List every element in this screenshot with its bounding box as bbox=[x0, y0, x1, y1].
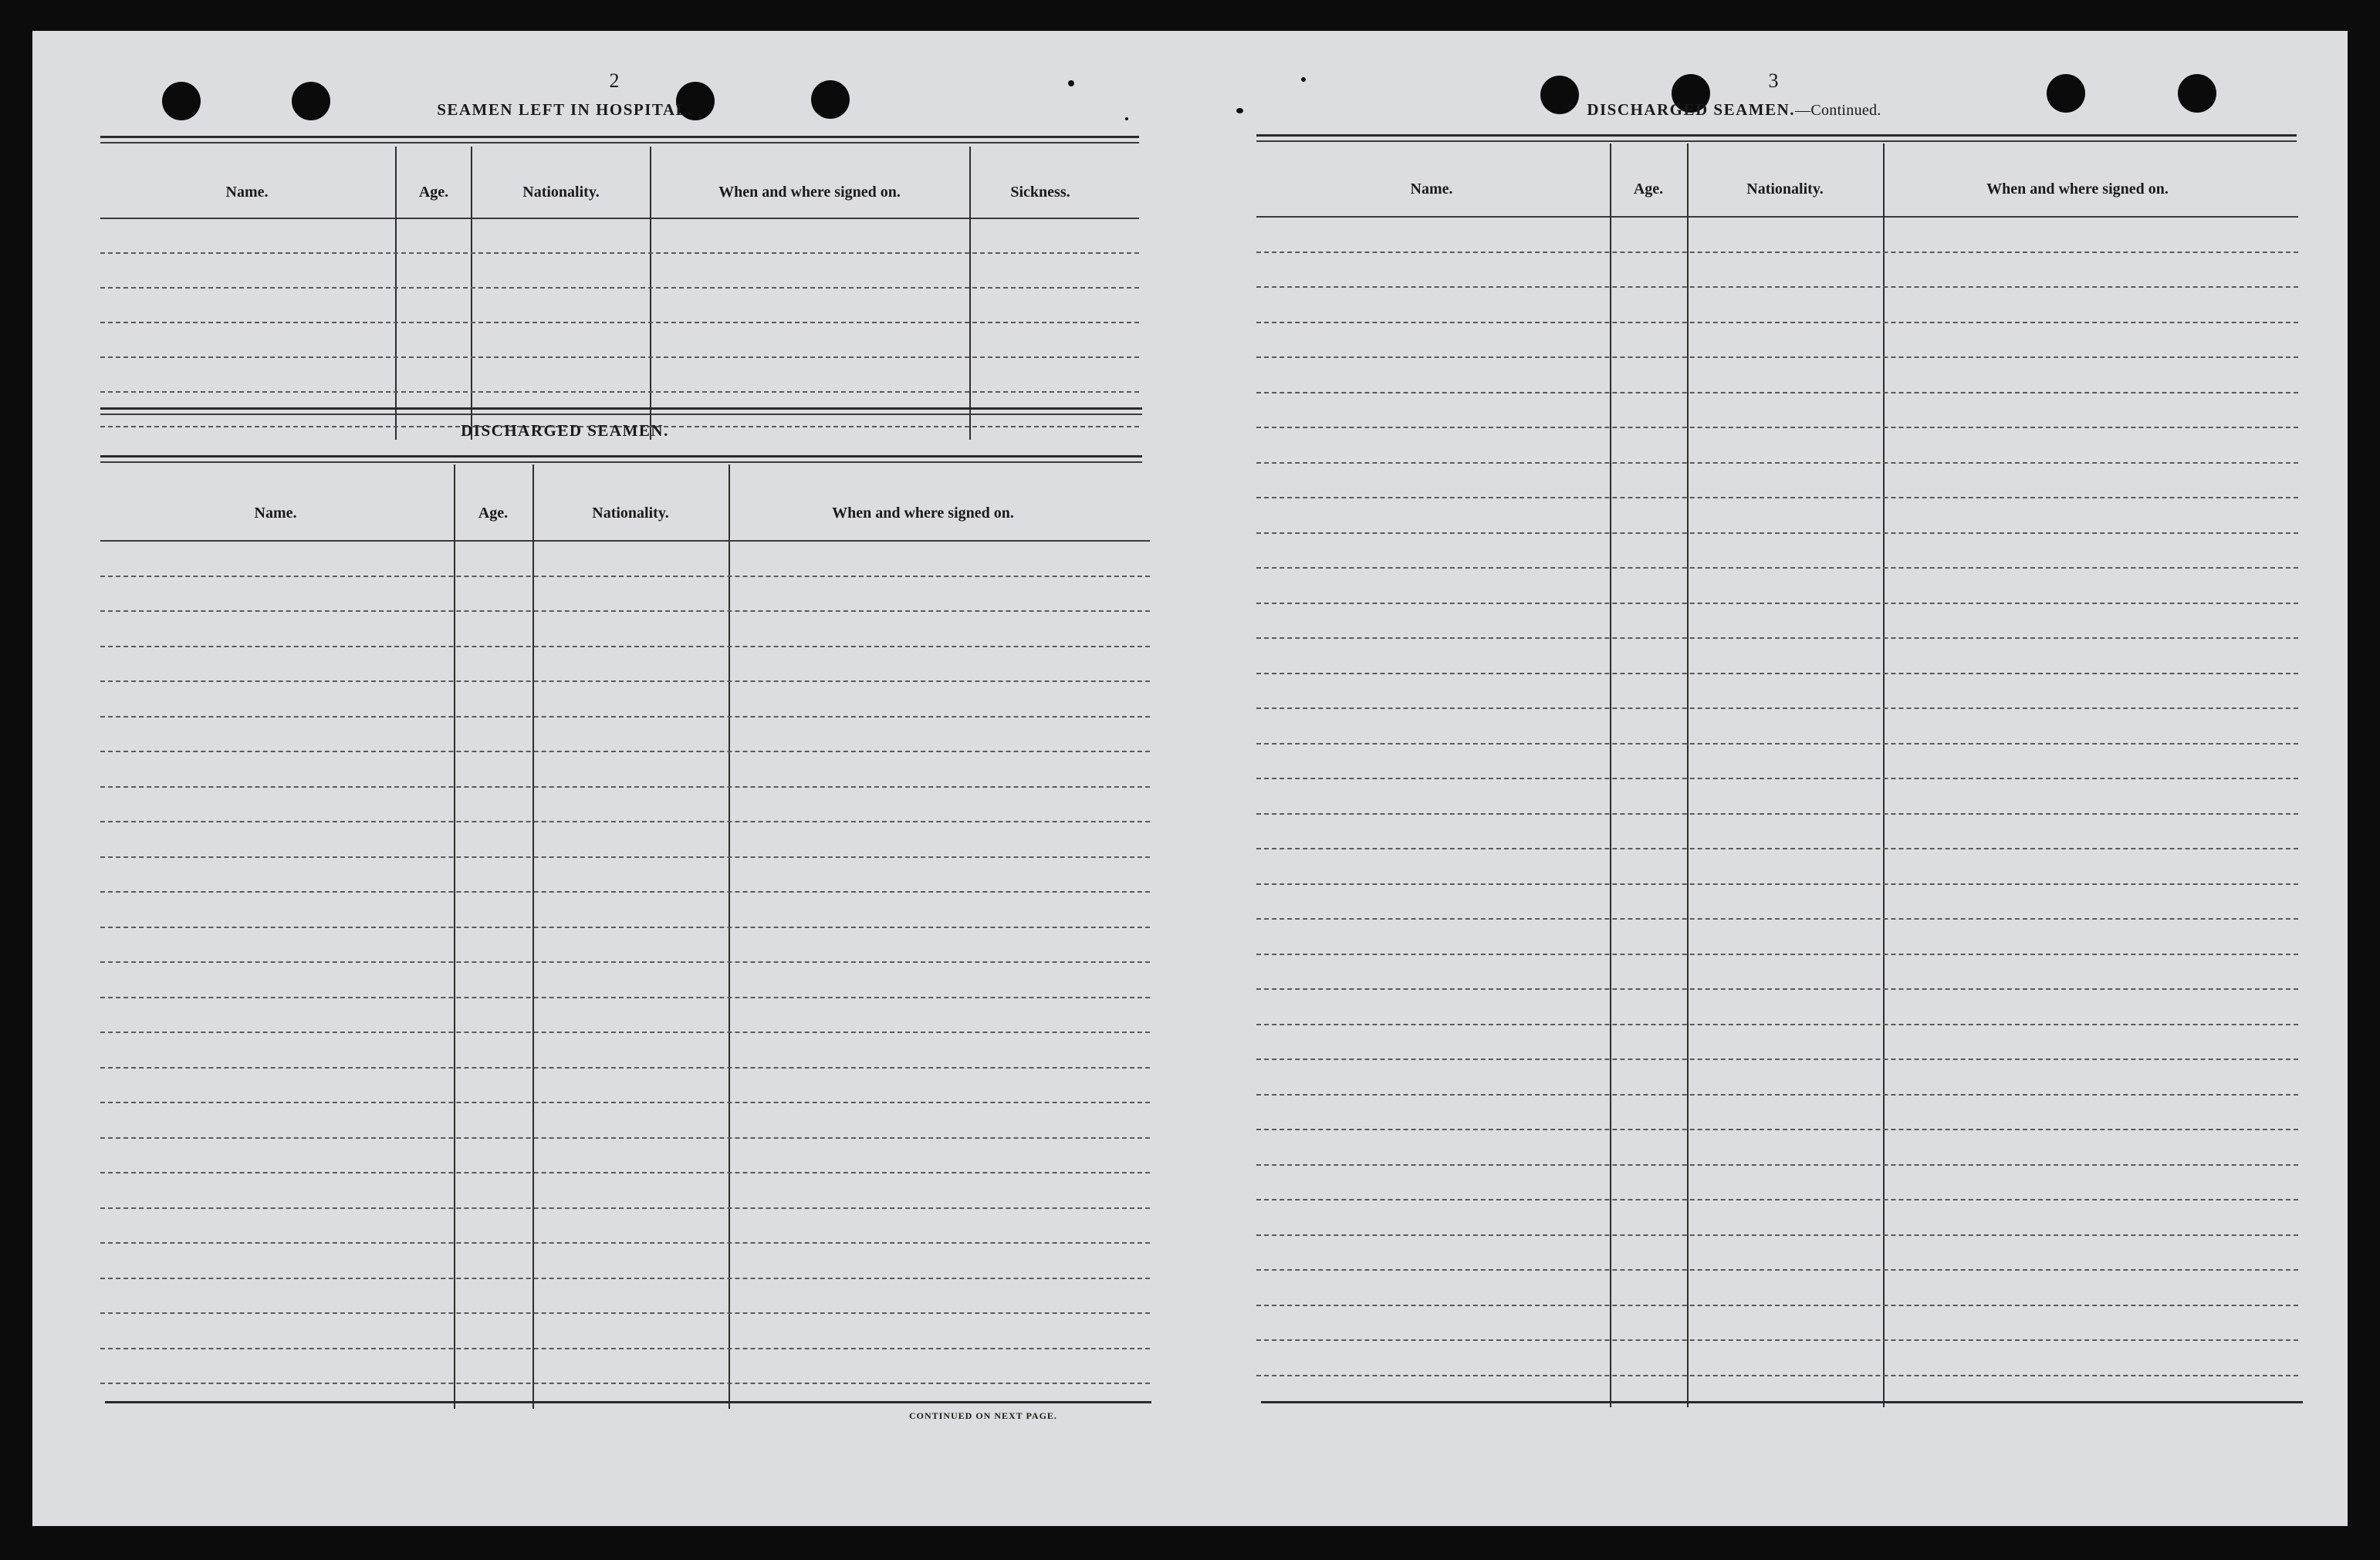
discharged-table-right bbox=[1256, 144, 2298, 1407]
row-line bbox=[100, 646, 1150, 647]
header-underline bbox=[1256, 216, 2298, 218]
row-line bbox=[1256, 707, 2298, 709]
row-line bbox=[100, 716, 1150, 718]
row-line bbox=[1256, 1339, 2298, 1341]
punch-hole bbox=[292, 82, 330, 120]
row-line bbox=[1256, 813, 2298, 815]
row-line bbox=[100, 1032, 1150, 1033]
punch-hole bbox=[162, 82, 201, 120]
row-line bbox=[100, 1102, 1150, 1103]
speck bbox=[1236, 108, 1243, 113]
row-line bbox=[100, 391, 1139, 393]
document-sheet bbox=[32, 31, 2348, 1526]
continued-note: CONTINUED ON NEXT PAGE. bbox=[909, 1410, 1057, 1421]
row-line bbox=[100, 856, 1150, 858]
row-line bbox=[1256, 392, 2298, 393]
col-header-nationality: Nationality. bbox=[522, 184, 600, 201]
discharged-continued-title bbox=[1553, 100, 1915, 120]
row-line bbox=[1256, 743, 2298, 745]
row-line bbox=[1256, 322, 2298, 323]
row-line bbox=[1256, 1094, 2298, 1096]
discharged-table-left bbox=[100, 464, 1150, 1409]
row-line bbox=[100, 576, 1150, 577]
hospital-table bbox=[100, 147, 1139, 440]
row-line bbox=[1256, 848, 2298, 849]
speck bbox=[1301, 77, 1306, 82]
row-line bbox=[100, 1278, 1150, 1279]
row-line bbox=[1256, 1059, 2298, 1060]
row-line bbox=[1256, 1269, 2298, 1271]
discharged-section-title: DISCHARGED SEAMEN. bbox=[461, 421, 669, 440]
row-line bbox=[1256, 778, 2298, 779]
row-line bbox=[1256, 1199, 2298, 1200]
column-divider bbox=[471, 147, 472, 440]
column-divider bbox=[1883, 144, 1885, 1407]
row-line bbox=[100, 891, 1150, 893]
header-underline bbox=[100, 218, 1139, 219]
row-line bbox=[100, 786, 1150, 788]
row-line bbox=[1256, 427, 2298, 428]
row-line bbox=[100, 252, 1139, 254]
row-line bbox=[1256, 462, 2298, 464]
row-line bbox=[1256, 1375, 2298, 1376]
row-line bbox=[1256, 567, 2298, 569]
row-line bbox=[1256, 637, 2298, 639]
hospital-bottom-rule-inner bbox=[100, 414, 1142, 415]
row-line bbox=[100, 927, 1150, 928]
row-line bbox=[100, 610, 1150, 612]
discharged-top-rule bbox=[100, 455, 1142, 458]
col-header-nationality: Nationality. bbox=[1746, 181, 1824, 198]
row-line bbox=[100, 1172, 1150, 1173]
row-line bbox=[100, 356, 1139, 358]
col-header-nationality: Nationality. bbox=[592, 505, 669, 522]
punch-hole bbox=[2178, 74, 2216, 113]
row-line bbox=[1256, 497, 2298, 498]
column-divider bbox=[969, 147, 971, 440]
col-header-sickness: Sickness. bbox=[1010, 184, 1070, 201]
right-top-rule bbox=[1256, 134, 2297, 137]
row-line bbox=[100, 287, 1139, 289]
column-divider bbox=[729, 464, 730, 1409]
discharged-left-bottom-rule bbox=[105, 1401, 1151, 1403]
row-line bbox=[1256, 1024, 2298, 1025]
row-line bbox=[100, 322, 1139, 323]
row-line bbox=[1256, 1164, 2298, 1166]
row-line bbox=[1256, 954, 2298, 955]
row-line bbox=[1256, 1305, 2298, 1306]
row-line bbox=[1256, 883, 2298, 885]
row-line bbox=[100, 1137, 1150, 1139]
row-line bbox=[1256, 1234, 2298, 1236]
col-header-age: Age. bbox=[478, 505, 509, 522]
col-header-signed-on: When and where signed on. bbox=[718, 184, 901, 201]
discharged-top-rule-inner bbox=[100, 461, 1142, 463]
row-line bbox=[100, 821, 1150, 822]
row-line bbox=[1256, 356, 2298, 358]
column-divider bbox=[395, 147, 397, 440]
page-number-left: 2 bbox=[609, 69, 620, 92]
column-divider bbox=[650, 147, 651, 440]
col-header-signed-on: When and where signed on. bbox=[832, 505, 1014, 522]
row-line bbox=[1256, 252, 2298, 253]
row-line bbox=[1256, 673, 2298, 674]
speck bbox=[1068, 80, 1074, 86]
column-divider bbox=[1687, 144, 1689, 1407]
right-top-rule-inner bbox=[1256, 140, 2297, 142]
column-divider bbox=[1610, 144, 1611, 1407]
hospital-section-title: SEAMEN LEFT IN HOSPITAL. bbox=[437, 100, 693, 119]
col-header-age: Age. bbox=[1633, 181, 1664, 198]
col-header-name: Name. bbox=[1410, 181, 1453, 198]
row-line bbox=[100, 1312, 1150, 1314]
speck bbox=[1125, 117, 1128, 120]
discharged-continued-title-text: DISCHARGED SEAMEN. bbox=[1587, 100, 1796, 119]
row-line bbox=[1256, 286, 2298, 288]
row-line bbox=[100, 1207, 1150, 1209]
row-line bbox=[100, 961, 1150, 963]
col-header-signed-on: When and where signed on. bbox=[1986, 181, 2169, 198]
row-line bbox=[100, 1067, 1150, 1069]
col-header-name: Name. bbox=[225, 184, 269, 201]
page-number-right: 3 bbox=[1768, 69, 1779, 92]
header-underline bbox=[100, 540, 1150, 542]
row-line bbox=[100, 1242, 1150, 1244]
column-divider bbox=[532, 464, 534, 1409]
top-rule bbox=[100, 136, 1139, 138]
top-rule-inner bbox=[100, 142, 1139, 144]
row-line bbox=[100, 751, 1150, 752]
row-line bbox=[1256, 1129, 2298, 1130]
row-line bbox=[100, 1348, 1150, 1349]
row-line bbox=[1256, 918, 2298, 920]
row-line bbox=[1256, 603, 2298, 604]
punch-hole bbox=[811, 80, 850, 119]
hospital-bottom-rule bbox=[100, 407, 1142, 410]
column-divider bbox=[454, 464, 455, 1409]
continued-suffix: —Continued. bbox=[1795, 102, 1881, 119]
row-line bbox=[100, 997, 1150, 998]
col-header-age: Age. bbox=[418, 184, 449, 201]
row-line bbox=[1256, 532, 2298, 534]
row-line bbox=[1256, 988, 2298, 990]
row-line bbox=[100, 1383, 1150, 1384]
col-header-name: Name. bbox=[254, 505, 297, 522]
punch-hole bbox=[2047, 74, 2085, 113]
right-bottom-rule bbox=[1261, 1401, 2303, 1403]
row-line bbox=[100, 680, 1150, 682]
